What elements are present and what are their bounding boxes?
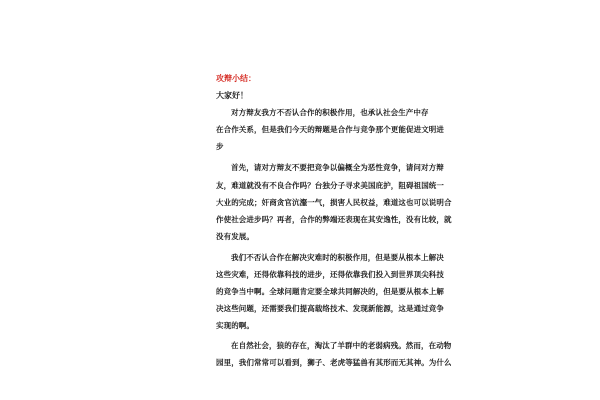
paragraph-line: 友，难道就没有不良合作吗？台独分子寻求美国庇护，阻碍祖国统一 [216, 181, 444, 190]
paragraph-line: 实现的啊。 [216, 321, 254, 330]
paragraph-line: 这些灾难，还得依靠科技的进步，还得依靠我们投入到世界顶尖科技 [216, 270, 444, 279]
paragraph-line: 园里，我们常常可以看到，狮子、老虎等猛兽有其形而无其神。为什么 [216, 358, 452, 367]
paragraph-line: 作使社会进步吗？再者，合作的弊端还表现在其安逸性，没有比较，就 [216, 215, 452, 224]
paragraph-line: 大业的完成；奸商贪官沆瀣一气，损害人民权益，难道这也可以说明合 [216, 198, 452, 207]
summary-title: 攻辩小结： [216, 74, 256, 83]
paragraph-line: 我们不否认合作在解决灾难时的积极作用，但是要从根本上解决 [231, 253, 444, 262]
paragraph-line: 决这些问题，还需要我们提高载络技术、发现新能源，这是通过竞争 [216, 304, 444, 313]
paragraph-line: 在合作关系，但是我们今天的辩题是合作与竞争那个更能促进文明进 [216, 125, 444, 134]
paragraph-line: 在自然社会，狼的存在，淘汰了羊群中的老弱病残。然而，在动物 [231, 341, 452, 350]
greeting: 大家好！ [216, 91, 248, 100]
paragraph-line: 首先，请对方辩友不要把竞争以偏概全为恶性竞争，请问对方辩 [231, 163, 444, 172]
paragraph-line: 步 [216, 142, 224, 151]
paragraph-line: 对方辩友我方不否认合作的积极作用，也承认社会生产中存 [231, 108, 429, 117]
paragraph-line: 没有发展。 [216, 232, 254, 241]
paragraph-line: 的竞争当中啊。全球问题肯定要全球共同解决的，但是要从根本上解 [216, 287, 444, 296]
